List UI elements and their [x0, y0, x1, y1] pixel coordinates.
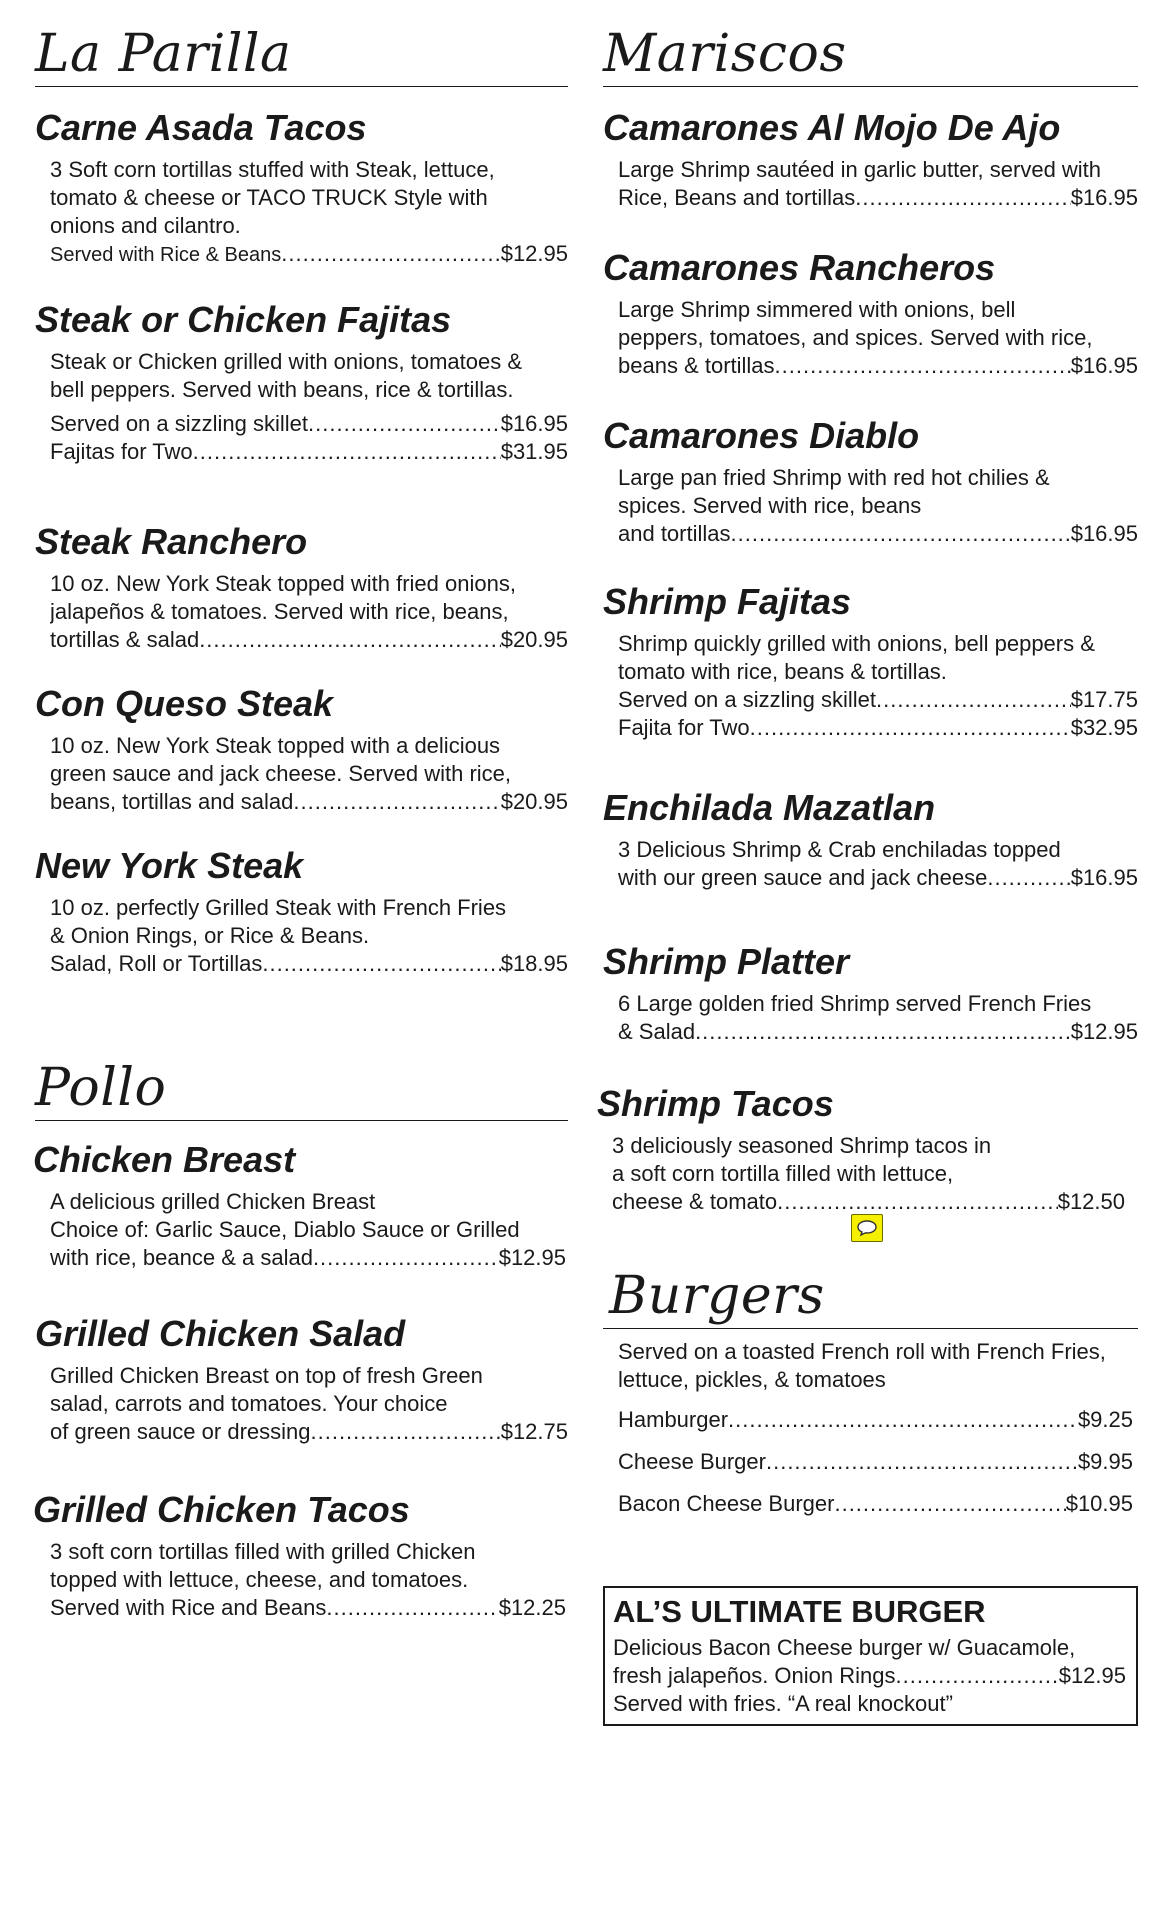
item-description [50, 156, 568, 269]
item-name: New York Steak [35, 845, 304, 886]
price-line [50, 410, 568, 438]
price-label: Fajita for Two [618, 715, 750, 740]
leader-dots [731, 520, 1071, 548]
desc-line: 10 oz. perfectly Grilled Steak with French Fries [50, 895, 507, 920]
desc-line: peppers, tomatoes, and spices. Served with rice, [618, 325, 1093, 350]
leader-dots [987, 864, 1070, 892]
menu-item-enchilada-mazatlan [603, 788, 1138, 892]
desc-line: tomato & cheese or TACO TRUCK Style with [50, 185, 488, 210]
price-label: Served with Rice and Beans [50, 1595, 327, 1620]
price-label: with our green sauce and jack cheese [618, 865, 988, 890]
desc-line: Shrimp quickly grilled with onions, bell peppers & [618, 631, 1095, 656]
leader-dots [193, 438, 501, 466]
price: $12.50 [1057, 1189, 1125, 1214]
mariscos-header [603, 14, 1138, 87]
menu-item-shrimp-platter [603, 942, 1138, 1046]
price-label: Salad, Roll or Tortillas [50, 951, 263, 976]
item-name: Grilled Chicken Tacos [33, 1489, 410, 1530]
burgers-header [603, 1258, 1138, 1329]
price: $32.95 [1070, 715, 1138, 740]
price-label: Rice, Beans and tortillas [618, 185, 856, 210]
desc-line: Delicious Bacon Cheese burger w/ Guacamole, [613, 1635, 1076, 1660]
item-description [618, 464, 1138, 548]
price-line [50, 438, 568, 466]
desc-line: topped with lettuce, cheese, and tomatoes. [50, 1567, 469, 1592]
leader-dots [766, 1448, 1078, 1476]
price-line [618, 520, 1138, 548]
price: $16.95 [1070, 521, 1138, 546]
desc-line: Choice of: Garlic Sauce, Diablo Sauce or Grilled [50, 1217, 520, 1242]
price-line [618, 1018, 1138, 1046]
price: $12.95 [498, 1245, 566, 1270]
item-description [618, 296, 1138, 380]
menu-item-grilled-chicken-salad [35, 1314, 568, 1446]
price: $16.95 [1070, 185, 1138, 210]
leader-dots [326, 1594, 498, 1622]
desc-line: Large Shrimp simmered with onions, bell [618, 297, 1016, 322]
item-name: Con Queso Steak [35, 683, 334, 724]
price: $16.95 [1070, 353, 1138, 378]
price: $31.95 [500, 439, 568, 464]
menu-item-shrimp-fajitas [603, 582, 1138, 742]
pollo-title: Pollo [35, 1058, 167, 1118]
menu-item-chicken-breast [33, 1140, 566, 1272]
price: $16.95 [500, 411, 568, 436]
price: $12.25 [498, 1595, 566, 1620]
item-description [50, 570, 568, 654]
desc-line: a soft corn tortilla filled with lettuce, [612, 1161, 954, 1186]
leader-dots [313, 1244, 499, 1272]
item-name: Carne Asada Tacos [35, 107, 367, 148]
burgers-block [603, 1338, 1148, 1518]
price-label: Served on a sizzling skillet [618, 687, 877, 712]
menu-item-grilled-chicken-tacos [33, 1490, 566, 1622]
price-label: Fajitas for Two [50, 439, 193, 464]
item-name: Steak or Chicken Fajitas [35, 299, 452, 340]
item-description [618, 630, 1138, 742]
price: $18.95 [500, 951, 568, 976]
price-line [618, 1406, 1133, 1434]
price-label: Hamburger [618, 1407, 729, 1432]
item-name: Grilled Chicken Salad [35, 1313, 406, 1354]
ultimate-burger-description [613, 1634, 1126, 1718]
price-line [50, 788, 568, 816]
leader-dots [834, 1490, 1065, 1518]
price: $9.25 [1077, 1407, 1133, 1432]
leader-dots [293, 788, 500, 816]
price-line [618, 714, 1138, 742]
desc-line: Large Shrimp sautéed in garlic butter, served with [618, 157, 1102, 182]
ultimate-burger-box [603, 1586, 1138, 1726]
desc-line: Served on a toasted French roll with French Fries, [618, 1339, 1106, 1364]
price-label: Cheese Burger [618, 1449, 766, 1474]
price-line [618, 352, 1138, 380]
item-name: Camarones Diablo [603, 415, 920, 456]
desc-line: spices. Served with rice, beans [618, 493, 922, 518]
desc-line: A delicious grilled Chicken Breast [50, 1189, 376, 1214]
price: $9.95 [1077, 1449, 1133, 1474]
item-name: Camarones Al Mojo De Ajo [603, 107, 1061, 148]
price-line [50, 1418, 568, 1446]
spacer [618, 1476, 1133, 1490]
item-description [50, 894, 568, 978]
item-description [50, 732, 568, 816]
desc-line: onions and cilantro. [50, 213, 241, 238]
desc-line: 10 oz. New York Steak topped with a delicious [50, 733, 501, 758]
desc-line: 3 deliciously seasoned Shrimp tacos in [612, 1133, 992, 1158]
price: $20.95 [500, 789, 568, 814]
price-line [50, 240, 568, 269]
desc-line: Steak or Chicken grilled with onions, tomatoes & [50, 349, 523, 374]
desc-line: lettuce, pickles, & tomatoes [618, 1367, 886, 1392]
burgers-prices [618, 1406, 1133, 1518]
price: $12.75 [500, 1419, 568, 1444]
price-label: fresh jalapeños. Onion Rings [613, 1663, 896, 1688]
item-description [618, 156, 1138, 212]
price-line [618, 864, 1138, 892]
leader-dots [262, 950, 500, 978]
leader-dots [855, 184, 1070, 212]
menu-item-steak-or-chicken-fajitas [35, 300, 568, 466]
item-description [50, 1188, 566, 1272]
item-description [612, 1132, 1125, 1216]
menu-item-steak-ranchero [35, 522, 568, 654]
item-name: Shrimp Tacos [597, 1083, 834, 1124]
item-description [50, 1362, 568, 1446]
desc-line: 3 Delicious Shrimp & Crab enchiladas topped [618, 837, 1061, 862]
la-parilla-header [35, 14, 568, 87]
price-line [50, 1594, 566, 1622]
leader-dots [281, 240, 500, 268]
price: $12.95 [1058, 1663, 1126, 1688]
menu-item-carne-asada-tacos [35, 108, 568, 269]
menu-item-shrimp-tacos [597, 1084, 1125, 1216]
price: $20.95 [500, 627, 568, 652]
leader-dots [308, 410, 501, 438]
price-label: beans & tortillas [618, 353, 775, 378]
mariscos-title: Mariscos [603, 24, 847, 84]
price-line [50, 1244, 566, 1272]
leader-dots [695, 1018, 1071, 1046]
leader-dots [728, 1406, 1078, 1434]
item-description [50, 1538, 566, 1622]
desc-line: 6 Large golden fried Shrimp served French Fries [618, 991, 1092, 1016]
burgers-description [618, 1338, 1148, 1394]
item-name: Enchilada Mazatlan [603, 787, 936, 828]
desc-line: 3 Soft corn tortillas stuffed with Steak, lettuce, [50, 157, 495, 182]
desc-line: bell peppers. Served with beans, rice & tortillas. [50, 377, 514, 402]
price-label: tortillas & salad [50, 627, 200, 652]
item-description [50, 348, 568, 466]
speech-bubble-icon[interactable] [851, 1214, 883, 1242]
price-line [613, 1662, 1126, 1690]
item-name: Chicken Breast [33, 1139, 296, 1180]
leader-dots [896, 1662, 1059, 1690]
price-label: and tortillas [618, 521, 731, 546]
price-label: Served with Rice & Beans [50, 244, 282, 266]
price-line [50, 950, 568, 978]
price: $12.95 [1070, 1019, 1138, 1044]
leader-dots [311, 1418, 501, 1446]
leader-dots [199, 626, 501, 654]
spacer [618, 1434, 1133, 1448]
item-name: Steak Ranchero [35, 521, 308, 562]
price-line [612, 1188, 1125, 1216]
menu-item-camarones-diablo [603, 416, 1138, 548]
menu-item-con-queso-steak [35, 684, 568, 816]
desc-line: salad, carrots and tomatoes. Your choice [50, 1391, 448, 1416]
la-parilla-title: La Parilla [35, 24, 292, 84]
price-label: Bacon Cheese Burger [618, 1491, 835, 1516]
desc-line: green sauce and jack cheese. Served with rice, [50, 761, 512, 786]
menu-item-new-york-steak [35, 846, 568, 978]
price-line [618, 1448, 1133, 1476]
leader-dots [775, 352, 1071, 380]
leader-dots [750, 714, 1071, 742]
desc-line: tomato with rice, beans & tortillas. [618, 659, 947, 684]
burgers-title: Burgers [609, 1266, 825, 1326]
price-label: with rice, beance & a salad [50, 1245, 313, 1270]
price-label: cheese & tomato [612, 1189, 778, 1214]
price: $16.95 [1070, 865, 1138, 890]
price-line [50, 626, 568, 654]
item-name: Camarones Rancheros [603, 247, 996, 288]
pollo-header [35, 1050, 568, 1121]
price: $12.95 [500, 241, 568, 266]
desc-line: jalapeños & tomatoes. Served with rice, beans, [50, 599, 509, 624]
desc-line: 3 soft corn tortillas filled with grilled Chicken [50, 1539, 476, 1564]
desc-line: Served with fries. “A real knockout” [613, 1691, 953, 1716]
leader-dots [777, 1188, 1058, 1216]
item-description [618, 836, 1138, 892]
leader-dots [876, 686, 1071, 714]
item-name: Shrimp Platter [603, 941, 850, 982]
price-line [618, 686, 1138, 714]
menu-item-camarones-al-mojo-de-ajo [603, 108, 1138, 212]
price-label: of green sauce or dressing [50, 1419, 311, 1444]
price-label: Served on a sizzling skillet [50, 411, 309, 436]
price-label: & Salad [618, 1019, 696, 1044]
price: $17.75 [1070, 687, 1138, 712]
desc-line: Large pan fried Shrimp with red hot chilies & [618, 465, 1050, 490]
ultimate-burger-title: AL’S ULTIMATE BURGER [613, 1594, 986, 1629]
desc-line: 10 oz. New York Steak topped with fried onions, [50, 571, 516, 596]
item-name: Shrimp Fajitas [603, 581, 852, 622]
price-label: beans, tortillas and salad [50, 789, 294, 814]
price-line [618, 1490, 1133, 1518]
price: $10.95 [1065, 1491, 1133, 1516]
price-line [618, 184, 1138, 212]
desc-line: & Onion Rings, or Rice & Beans. [50, 923, 370, 948]
desc-line: Grilled Chicken Breast on top of fresh Green [50, 1363, 483, 1388]
menu-item-camarones-rancheros [603, 248, 1138, 380]
item-description [618, 990, 1138, 1046]
